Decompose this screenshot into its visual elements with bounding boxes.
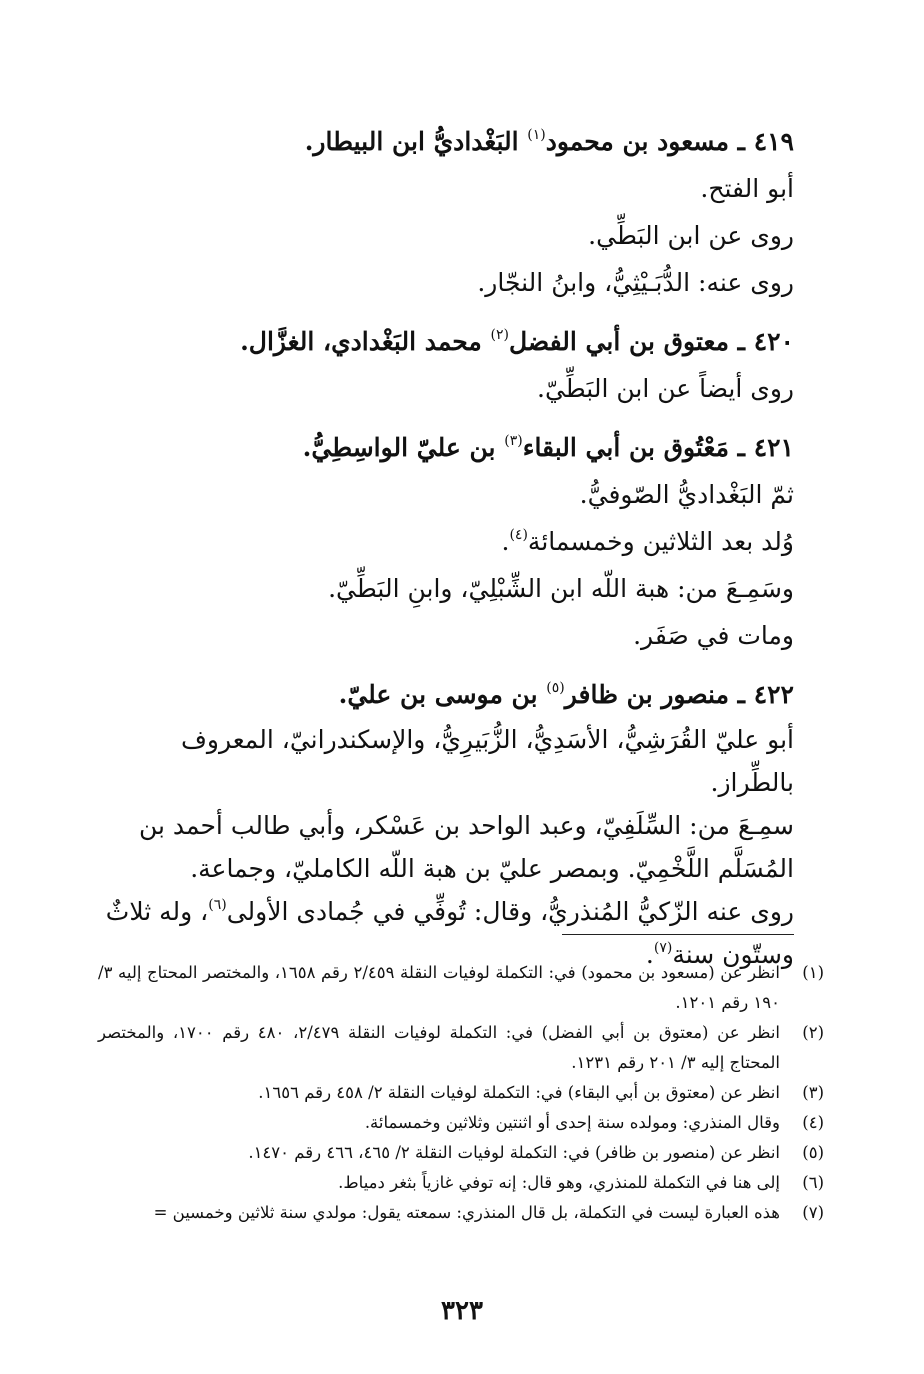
footnote-number: (٧) [802, 1203, 824, 1222]
entry-paragraph: روى عنه الزّكيُّ المُنذريُّ، وقال: تُوفِّي في جُمادى الأولى$^{(٦)}$، وله ثلاثٌ وستّون سنة$^{(٧)}$. [105, 897, 794, 969]
footnote-separator [562, 934, 794, 935]
footnote-ref[interactable]: (٧) [653, 940, 673, 956]
footnote-number: (٣) [802, 1083, 824, 1102]
entry-line: وسَمِـعَ من: هبة اللّه ابن الشِّبْلِيّ، وابنِ البَطِّيّ. [328, 574, 794, 603]
footnote-number: (٥) [802, 1143, 824, 1162]
footnote [98, 1108, 824, 1138]
entry-heading: ٤٢٢ ـ منصور بن ظافر$^{(٥)}$ بن موسى بن عليّ. [338, 680, 794, 709]
footnote [98, 1138, 824, 1168]
entry-420 [100, 318, 794, 412]
entry-line: ومات في صَفَر. [633, 621, 794, 650]
entry-421 [100, 424, 794, 659]
footnote-text: إلى هنا في التكملة للمنذري، وهو قال: إنه توفي غازياً بثغر دمياط. [338, 1173, 780, 1192]
entry-line: أبو الفتح. [700, 174, 794, 203]
footnote [98, 958, 824, 1018]
footnote-number: (٦) [802, 1173, 824, 1192]
footnote-ref[interactable]: (٣) [504, 433, 523, 449]
entry-419 [100, 118, 794, 306]
footnote [98, 1168, 824, 1198]
footnote-text: وقال المنذري: ومولده سنة إحدى أو اثنتين وثلاثين وخمسمائة. [364, 1113, 780, 1132]
footnotes [98, 958, 824, 1228]
entry-heading: ٤٢١ ـ مَعْتُوق بن أبي البقاء$^{(٣)}$ بن عليّ الواسِطِيُّ. [302, 433, 794, 462]
entry-line: روى عن ابن البَطِّي. [588, 221, 794, 250]
entry-line: روى عنه: الدُّبَـيْثِيُّ، وابنُ النجّار. [477, 268, 794, 297]
footnote-ref[interactable]: (٥) [546, 680, 565, 696]
footnote [98, 1018, 824, 1078]
footnote-text: انظر عن (معتوق بن أبي البقاء) في: التكملة لوفيات النقلة ٢/ ٤٥٨ رقم ١٦٥٦. [258, 1083, 780, 1102]
footnote-number: (٤) [802, 1113, 824, 1132]
entry-line: روى أيضاً عن ابن البَطِّيّ. [537, 374, 794, 403]
entry-heading: ٤١٩ ـ مسعود بن محمود$^{(١)}$ البَغْداديُّ ابن البيطار. [304, 127, 794, 156]
footnote-text: انظر عن (معتوق بن أبي الفضل) في: التكملة لوفيات النقلة ٢/٤٧٩، ٤٨٠ رقم ١٧٠٠، والمختصر المحتاج إليه ٣/ ٢٠١ رقم ١٢٣١. [98, 1023, 781, 1072]
entry-line: ثمّ البَغْداديُّ الصّوفيُّ. [579, 480, 794, 509]
entry-paragraph: سمِـعَ من: السِّلَفِيّ، وعبد الواحد بن عَسْكر، وأبي طالب أحمد بن المُسَلَّم اللَّخْمِيّ. وبمصر عليّ بن هبة اللّه الكامليّ، وجماعة. [138, 811, 794, 883]
entry-heading: ٤٢٠ ـ معتوق بن أبي الفضل$^{(٢)}$ محمد البَغْدادي، الغزَّال. [240, 327, 794, 356]
footnote-text: انظر عن (منصور بن ظافر) في: التكملة لوفيات النقلة ٢/ ٤٦٥، ٤٦٦ رقم ١٤٧٠. [248, 1143, 780, 1162]
footnote-number: (٢) [802, 1023, 824, 1042]
footnote-text: هذه العبارة ليست في التكملة، بل قال المنذري: سمعته يقول: مولدي سنة ثلاثين وخمسين = [153, 1203, 780, 1222]
footnote-text: انظر عن (مسعود بن محمود) في: التكملة لوفيات النقلة ٢/٤٥٩ رقم ١٦٥٨، والمختصر المحتاج إليه ٣/ ١٩٠ رقم ١٢٠١. [98, 963, 780, 1012]
footnote-number: (١) [802, 963, 824, 982]
entry-paragraph: أبو عليّ القُرَشِيُّ، الأسَدِيُّ، الزُّبَيرِيُّ، والإسكندرانيّ، المعروف بالطِّراز. [180, 725, 794, 797]
footnote-ref[interactable]: (٦) [208, 897, 227, 913]
footnote-ref[interactable]: (١) [527, 127, 546, 143]
footnote [98, 1198, 824, 1228]
main-text [100, 118, 794, 976]
footnote-ref[interactable]: (٤) [509, 527, 528, 543]
entry-line: وُلد بعد الثلاثين وخمسمائة$^{(٤)}$. [501, 527, 794, 556]
footnote-ref[interactable]: (٢) [490, 327, 509, 343]
entry-422 [100, 671, 794, 976]
footnote [98, 1078, 824, 1108]
page-number: ٣٢٣ [441, 1296, 483, 1326]
